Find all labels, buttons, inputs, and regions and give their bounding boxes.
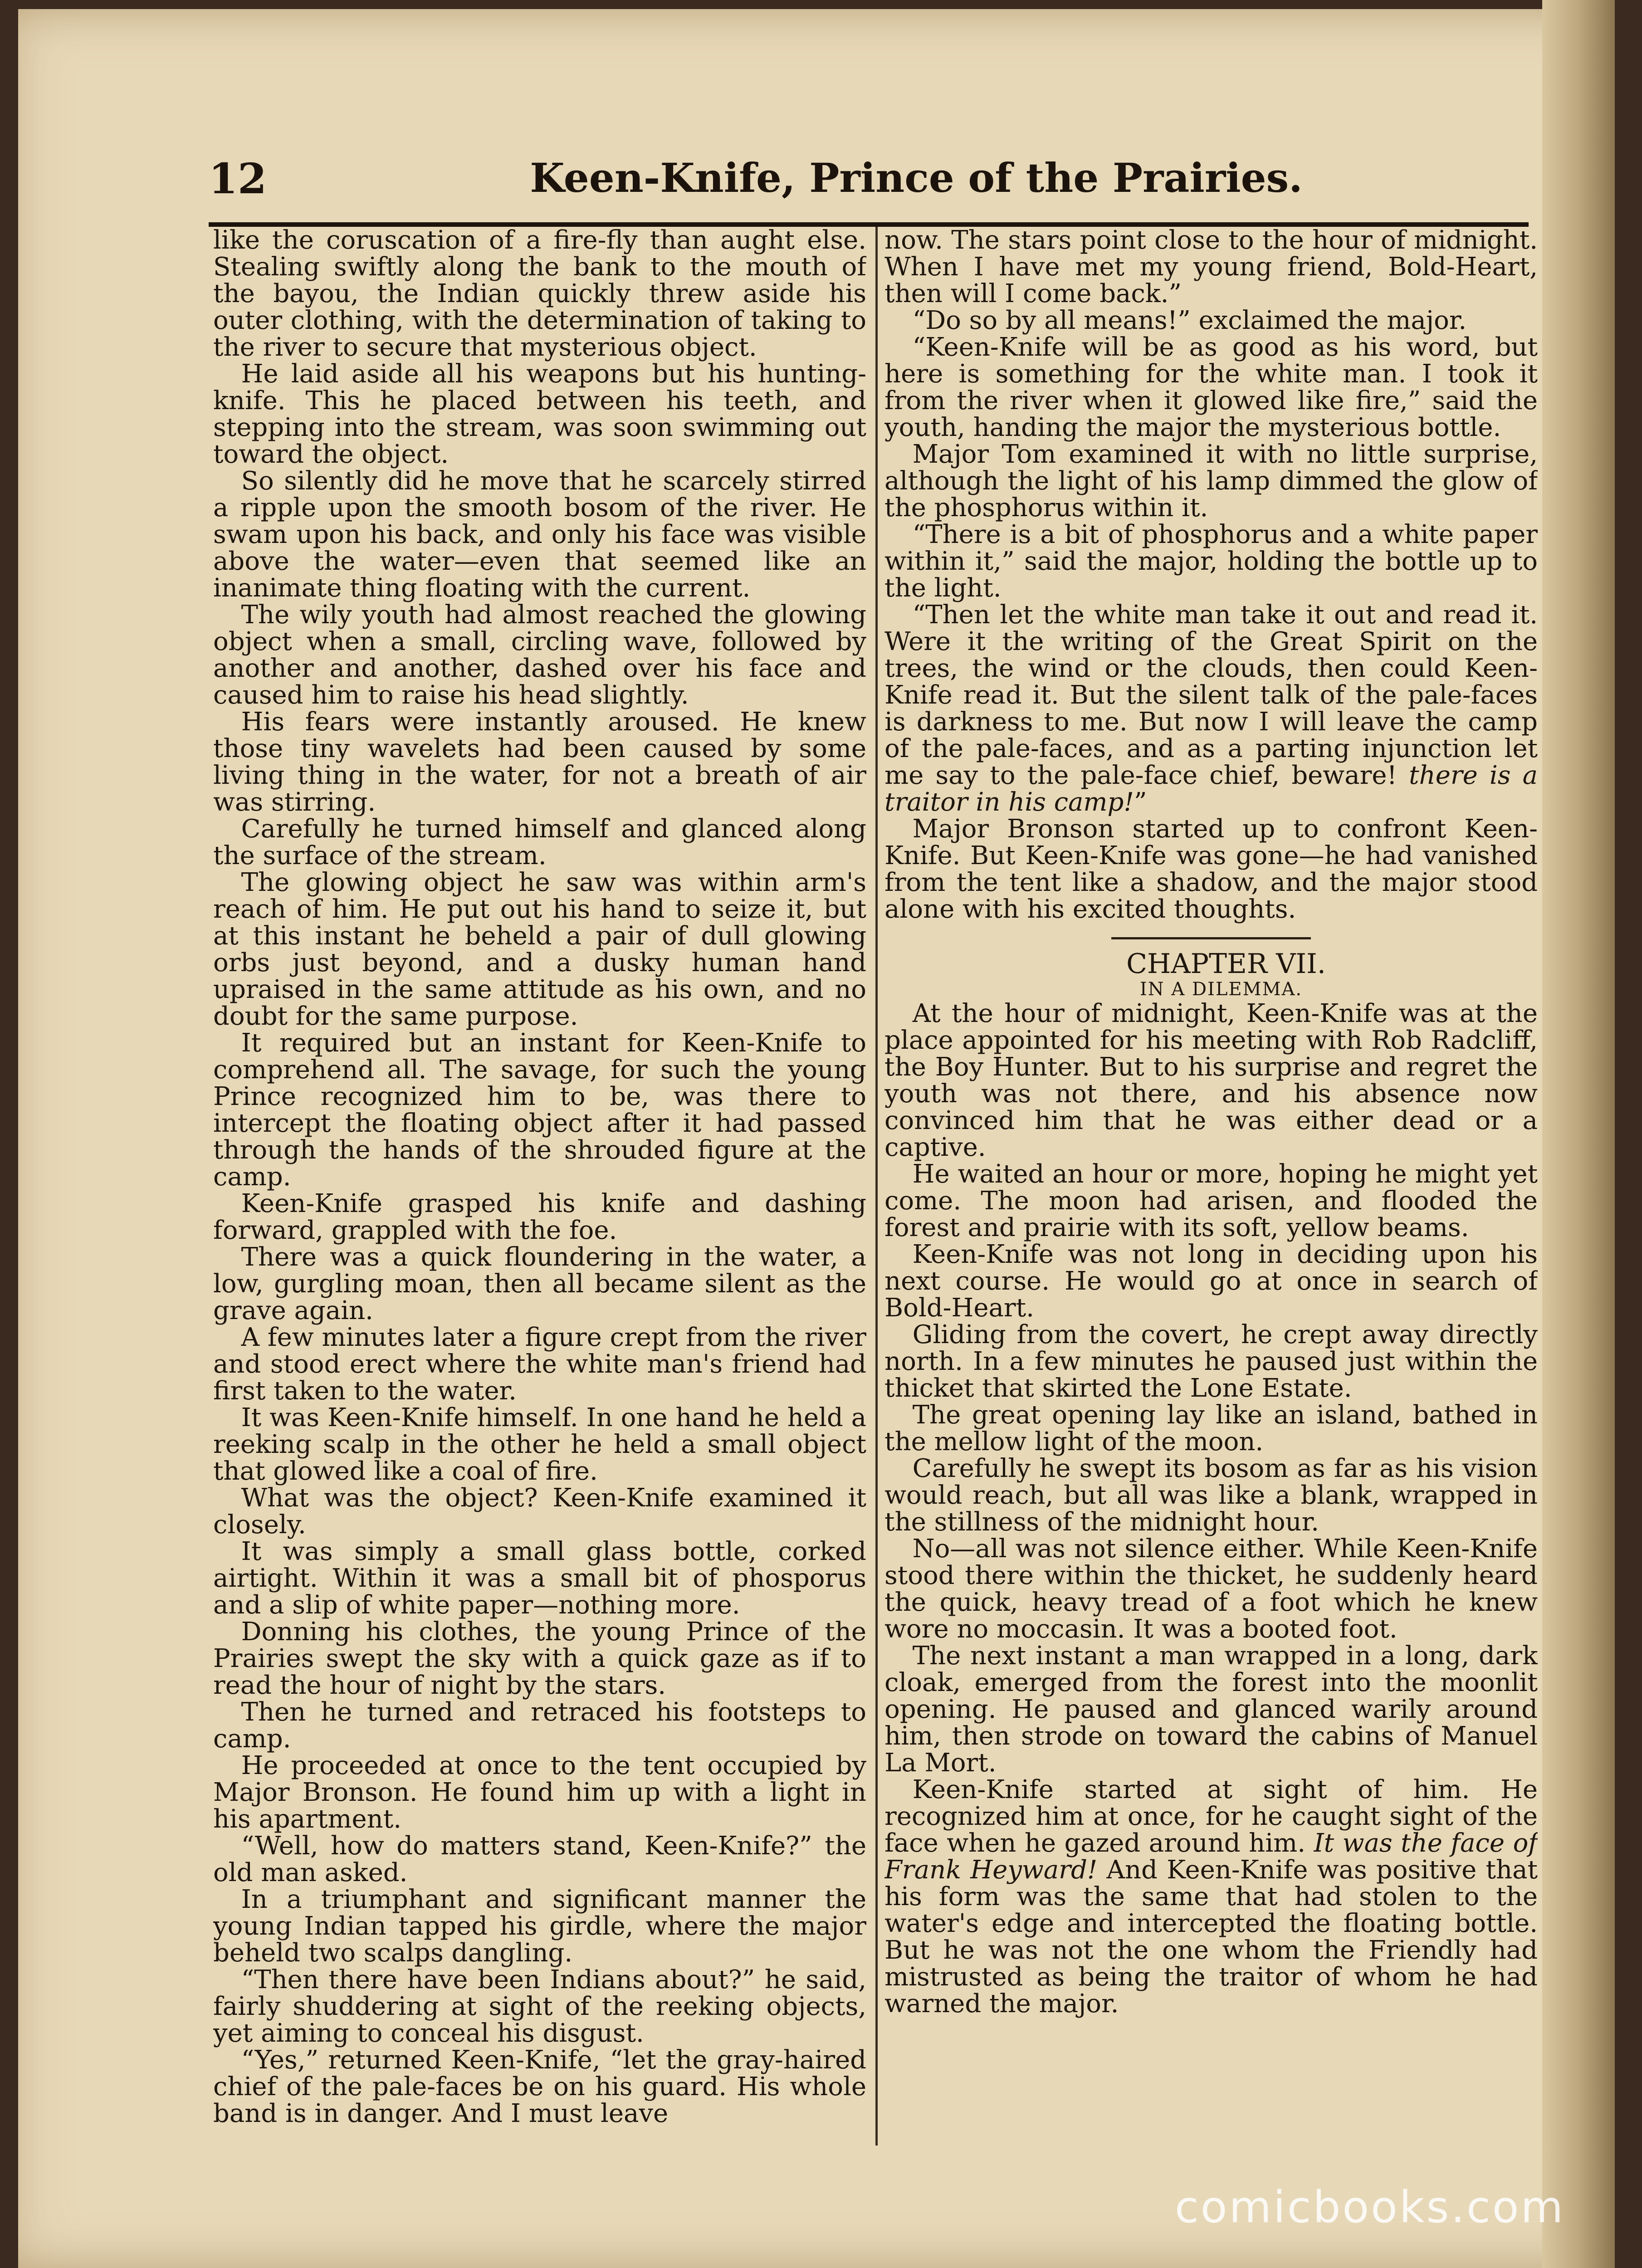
paragraph [885, 601, 1538, 816]
paragraph: A few minutes later a figure crept from the river and stood erect where the white man's friend had first taken to the water. [213, 1323, 866, 1406]
chapter-title: CHAPTER VII. [1126, 948, 1326, 980]
paragraph: Carefully he turned himself and glanced along the surface of the stream. [213, 814, 866, 870]
paragraph [885, 1776, 1538, 2017]
paragraph: “Then there have been Indians about?” he said, fairly shuddering at sight of the reeking objects, yet aiming to conceal his disgust. [213, 1965, 866, 2048]
paragraph: It required but an instant for Keen-Knife to comprehend all. The savage, for such the young Prince recognized him to be, was there to intercept the floating object after it had passed through the hands of the shrouded figure at the camp. [213, 1028, 866, 1192]
paragraph: The next instant a man wrapped in a long, dark cloak, emerged from the forest into the moonlit opening. He paused and glanced warily around him, then strode on toward the cabins of Manuel La Mort. [885, 1641, 1538, 1778]
paragraph: There was a quick floundering in the water, a low, gurgling moan, then all became silent as the grave again. [213, 1242, 866, 1325]
paragraph: “Keen-Knife will be as good as his word, but here is something for the white man. I took it from the river when it glowed like fire,” said the youth, handing the major the mysterious bottle. [885, 332, 1538, 442]
paragraph: He proceeded at once to the tent occupied by Major Bronson. He found him up with a light in his apartment. [213, 1751, 866, 1834]
paragraph: Carefully he swept its bosom as far as his vision would reach, but all was like a blank, wrapped in the stillness of the midnight hour. [885, 1454, 1538, 1537]
paragraph: He waited an hour or more, hoping he might yet come. The moon had arisen, and flooded the forest and prairie with its soft, yellow beams. [885, 1159, 1538, 1242]
header-rule [209, 222, 1529, 227]
page-header [209, 154, 1524, 222]
page-spine [1542, 0, 1615, 2268]
paragraph: “Well, how do matters stand, Keen-Knife?” the old man asked. [213, 1831, 866, 1887]
right-column-top [885, 227, 1538, 923]
column-divider [875, 227, 878, 2146]
paragraph-text: Keen-Knife started at sight of him. He recognized him at once, for he caught sight of the face when he gazed around him. [885, 1775, 1538, 1858]
watermark: comicbooks.com [1174, 2182, 1565, 2233]
left-column [213, 227, 866, 2155]
paragraph: His fears were instantly aroused. He knew those tiny wavelets had been caused by some living thing in the water, for not a breath of air was stirring. [213, 707, 866, 817]
paragraph: In a triumphant and significant manner the young Indian tapped his girdle, where the major beheld two scalps dangling. [213, 1885, 866, 1968]
paragraph: No—all was not silence either. While Keen-Knife stood there within the thicket, he suddenly heard the quick, heavy tread of a foot which he knew wore no moccasin. It was a booted foot. [885, 1534, 1538, 1644]
paragraph: It was Keen-Knife himself. In one hand he held a reeking scalp in the other he held a small object that glowed like a coal of fire. [213, 1403, 866, 1486]
paragraph: “Do so by all means!” exclaimed the major. [912, 306, 1467, 335]
paragraph-text: And Keen-Knife was positive that his form was the same that had stolen to the water's edge and intercepted the floating bottle. But he was not the one whom the Friendly had mistrusted as being the traitor of whom he had warned the major. [885, 1855, 1538, 2019]
paragraph-text: ” [1134, 787, 1147, 817]
chapter-rule [1111, 937, 1311, 939]
paragraph: like the coruscation of a fire-fly than aught else. Stealing swiftly along the bank to the mouth of the bayou, the Indian quickly threw aside his outer clothing, with the determination of taking to the river to secure that mysterious object. [213, 227, 866, 362]
paragraph: Major Bronson started up to confront Keen-Knife. But Keen-Knife was gone—he had vanished from the tent like a shadow, and the major stood alone with his excited thoughts. [885, 814, 1538, 924]
page-number: 12 [209, 154, 267, 203]
paragraph: Then he turned and retraced his footsteps to camp. [213, 1697, 866, 1754]
running-title: Keen-Knife, Prince of the Prairies. [530, 154, 1303, 201]
chapter-subtitle: IN A DILEMMA. [1139, 979, 1303, 1000]
paragraph: He laid aside all his weapons but his hunting-knife. This he placed between his teeth, and stepping into the stream, was soon swimming out toward the object. [213, 359, 866, 469]
italic-text: there is a traitor in his camp! [885, 761, 1538, 817]
paragraph: Keen-Knife grasped his knife and dashing forward, grappled with the foe. [213, 1189, 866, 1245]
right-column-bottom [885, 1000, 1538, 2017]
paragraph-text: “Then let the white man take it out and read it. Were it the writing of the Great Spirit on the trees, the wind or the clouds, then could Keen-Knife read it. But the silent talk of the pale-faces is darkness to me. But now I will leave the camp of the pale-faces, and as a parting injunction let me say to the pale-face chief, beware! [885, 600, 1538, 790]
paragraph: What was the object? Keen-Knife examined it closely. [213, 1483, 866, 1540]
paragraph: “There is a bit of phosphorus and a white paper within it,” said the major, holding the bottle up to the light. [885, 520, 1538, 603]
paragraph: now. The stars point close to the hour of midnight. When I have met my young friend, Bold-Heart, then will I come back.” [885, 227, 1538, 308]
italic-text: It was the face of Frank Heyward! [885, 1828, 1538, 1885]
paragraph: The wily youth had almost reached the glowing object when a small, circling wave, followed by another and another, dashed over his face and caused him to raise his head slightly. [213, 600, 866, 710]
paragraph: The great opening lay like an island, bathed in the mellow light of the moon. [885, 1400, 1538, 1457]
paragraph: Keen-Knife was not long in deciding upon his next course. He would go at once in search of Bold-Heart. [885, 1240, 1538, 1323]
right-column [885, 227, 1538, 2155]
paragraph: “Yes,” returned Keen-Knife, “let the gray-haired chief of the pale-faces be on his guard. His whole band is in danger. And I must leave [213, 2045, 866, 2128]
paragraph: So silently did he move that he scarcely stirred a ripple upon the smooth bosom of the river. He swam upon his back, and only his face was visible above the water—even that seemed like an inanimate thing floating with the current. [213, 466, 866, 603]
paragraph: Donning his clothes, the young Prince of the Prairies swept the sky with a quick gaze as if to read the hour of night by the stars. [213, 1617, 866, 1700]
paragraph: The glowing object he saw was within arm's reach of him. He put out his hand to seize it, but at this instant he beheld a pair of dull glowing orbs just beyond, and a dusky human hand upraised in the same attitude as his own, and no doubt for the same purpose. [213, 868, 866, 1031]
paragraph: Gliding from the covert, he crept away directly north. In a few minutes he paused just within the thicket that skirted the Lone Estate. [885, 1320, 1538, 1403]
paragraph: Major Tom examined it with no little surprise, although the light of his lamp dimmed the glow of the phosphorus within it. [885, 440, 1538, 523]
paragraph: It was simply a small glass bottle, corked airtight. Within it was a small bit of phosporus and a slip of white paper—nothing more. [213, 1537, 866, 1620]
paragraph: At the hour of midnight, Keen-Knife was at the place appointed for his meeting with Rob Radcliff, the Boy Hunter. But to his surprise and regret the youth was not there, and his absence now convinced him that he was either dead or a captive. [885, 999, 1538, 1162]
